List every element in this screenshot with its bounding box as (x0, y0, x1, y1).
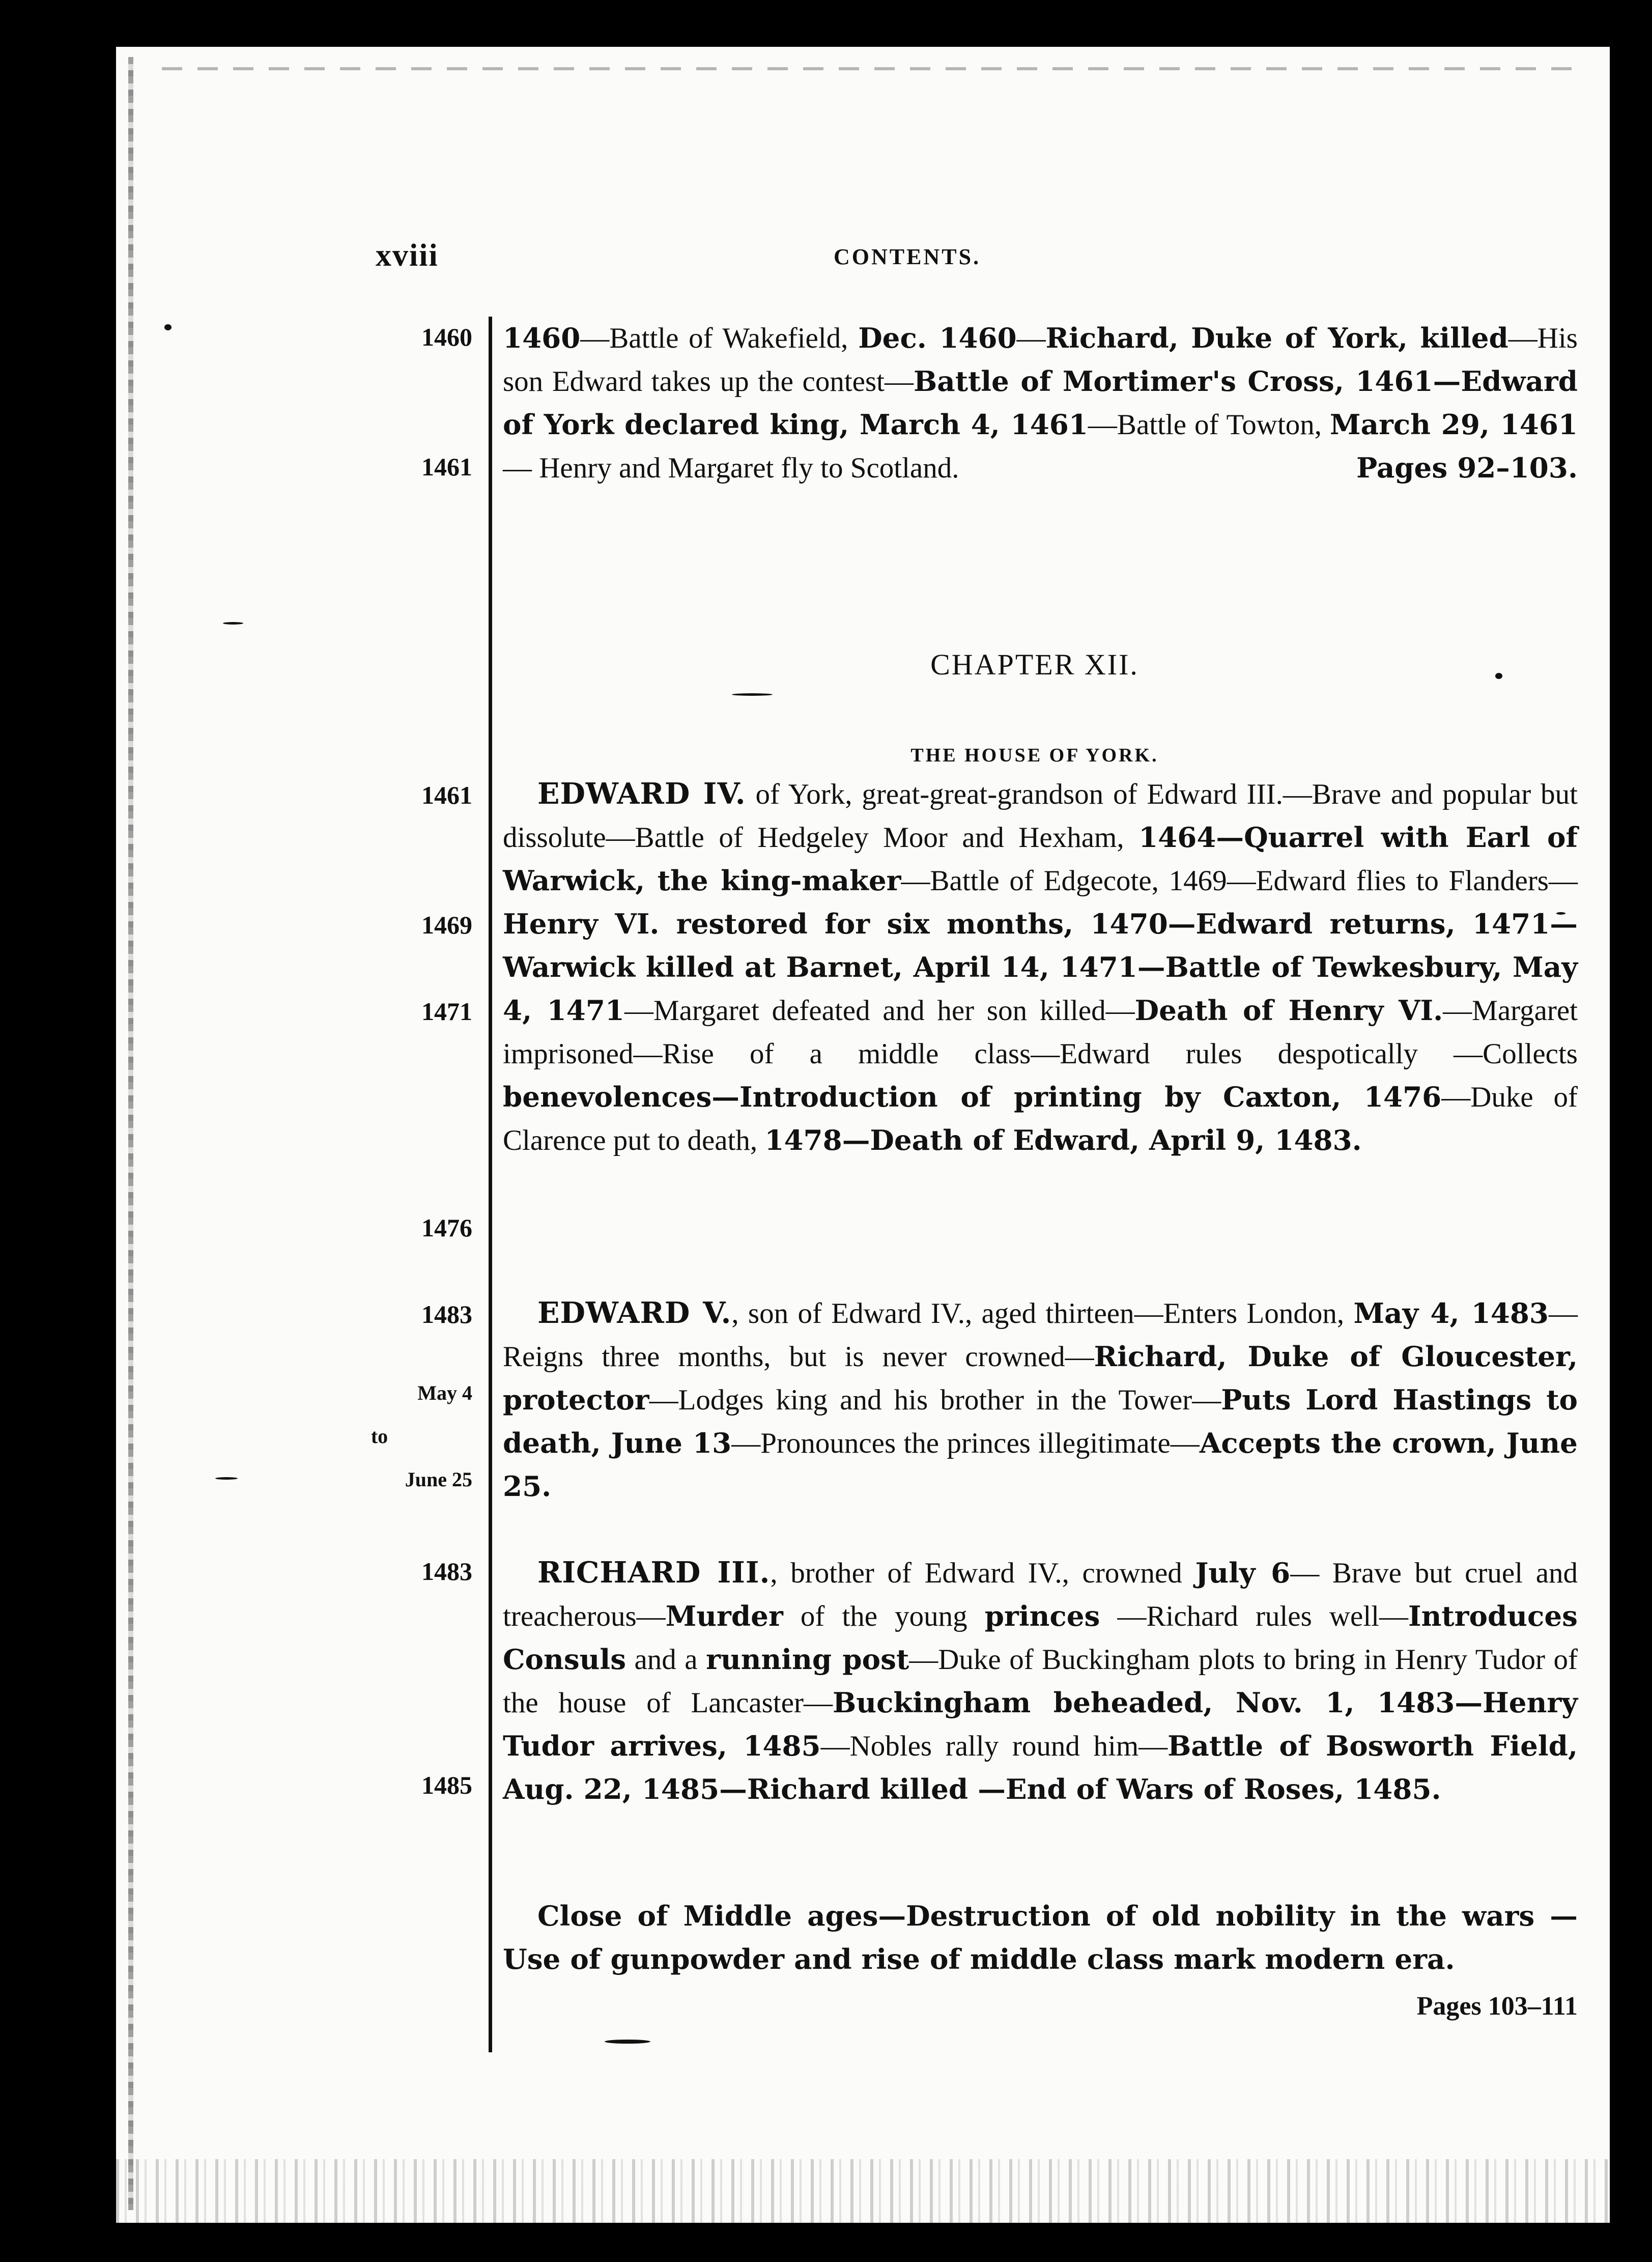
scan-edge-left (128, 57, 133, 2210)
bold-run: Murder (665, 1600, 783, 1632)
bold-run: benevolences—Introduction of printing by Caxton, 1476 (503, 1081, 1442, 1113)
text-run: of York, great-great-grandson of Edward III.—Brave and popular but dissolute—Battle of Hedgeley Moor and Hexham, (503, 778, 1578, 854)
margin-rule (489, 317, 492, 2052)
entry-edward-v (503, 1291, 1578, 1508)
bold-run: Dec. 1460 (858, 322, 1017, 354)
text-run: —Battle of Edgecote, 1469—Edward flies to Flanders— (901, 865, 1578, 897)
margin-date: 1485 (421, 1771, 472, 1799)
text-run: , son of Edward IV., aged thirteen—Enters London, (731, 1297, 1354, 1330)
text-run: —Battle of Towton, (1088, 409, 1330, 441)
bold-run: Buckingham beheaded, Nov. 1, 1483—Henry Tudor arrives, 1485 (503, 1686, 1578, 1762)
chapter-heading: CHAPTER XII. (930, 648, 1139, 681)
bold-run: July 6 (1195, 1557, 1291, 1589)
text-run: —Duke of Buckingham plots to bring in Henry Tudor of the house of Lancaster— (503, 1644, 1578, 1719)
margin-date: June 25 (405, 1468, 472, 1491)
text-run: , brother of Edward IV., crowned (770, 1557, 1195, 1589)
speck (732, 693, 773, 696)
margin-date: May 4 (417, 1381, 472, 1404)
speck (223, 622, 243, 625)
reign-name: EDWARD V. (537, 1296, 732, 1330)
bold-run: Death of Henry VI. (1134, 994, 1443, 1027)
margin-date: 1461 (421, 453, 472, 481)
bold-run: Battle of Bosworth Field, Aug. 22, 1485—Richard killed —End of Wars of Roses, 1485. (503, 1730, 1578, 1805)
bold-run: Introduces Consuls (503, 1600, 1578, 1676)
entry-richard-iii (503, 1551, 1578, 1811)
bold-run: 1464—Quarrel with Earl of Warwick, the king-maker (503, 821, 1578, 897)
chapter-summary (503, 1895, 1578, 1981)
reign-name: EDWARD IV. (537, 777, 746, 811)
reign-name: RICHARD III. (537, 1556, 771, 1590)
bold-run: Richard, Duke of Gloucester, protector (503, 1340, 1578, 1416)
bold-run: 1478—Death of Edward, April 9, 1483. (764, 1124, 1362, 1156)
bold-run: running post (706, 1643, 909, 1676)
entry-edward-iv (503, 772, 1578, 1162)
page-range: Pages 92–103. (1356, 451, 1578, 484)
text-run: — Henry and Margaret fly to Scotland. (503, 452, 959, 484)
margin-date: 1471 (421, 997, 472, 1026)
text-run: of the young (783, 1600, 985, 1632)
bold-run: May 4, 1483 (1353, 1297, 1549, 1330)
bold-run: Battle of Mortimer's Cross, 1461—Edward of York declared king, March 4, 1461 (503, 365, 1578, 441)
book-page (116, 47, 1610, 2223)
margin-date: 1483 (421, 1557, 472, 1586)
margin-date: 1476 (421, 1213, 472, 1242)
text-run: — (1016, 322, 1046, 354)
scan-edge-bottom (116, 2159, 1610, 2223)
text-run: —Reigns three months, but is never crowned— (503, 1297, 1578, 1373)
text-run: —His son Edward takes up the contest— (503, 322, 1578, 398)
text-run: —Margaret imprisoned—Rise of a middle class—Edward rules despotically —Collects (503, 995, 1578, 1070)
margin-date: 1469 (421, 911, 472, 939)
margin-date: 1483 (421, 1300, 472, 1328)
margin-date: 1461 (421, 781, 472, 809)
bold-run: March 29, 1461 (1330, 408, 1578, 441)
page-number: xviii (376, 238, 439, 273)
chapter-subtitle: THE HOUSE OF YORK. (910, 745, 1159, 766)
speck (164, 324, 172, 330)
text-run: —Nobles rally round him— (820, 1730, 1168, 1762)
speck (605, 2040, 650, 2044)
running-title: CONTENTS. (834, 244, 981, 269)
page-range: Pages 103–111 (1416, 1992, 1578, 2021)
bold-run: Close of Middle ages—Destruction of old nobility in the wars —Use of gunpowder and rise of middle class mark modern era. (503, 1900, 1578, 1975)
bold-run: Richard, Duke of York, killed (1045, 322, 1508, 354)
text-run: —Lodges king and his brother in the Tower— (649, 1384, 1221, 1416)
text-run: and a (626, 1644, 706, 1676)
scan-edge-top (162, 67, 1587, 70)
bold-run: Henry VI. restored for six months, 1470—Edward returns, 1471—Warwick killed at Barnet, April 14, 1471—Battle of Tewkesbury, May 4, 1471 (503, 908, 1578, 1027)
text-run: —Battle of Wakefield, (580, 322, 859, 354)
bold-run: 1460 (503, 322, 581, 354)
speck (215, 1477, 238, 1480)
running-head (116, 238, 1610, 284)
margin-date: 1460 (421, 323, 472, 351)
bold-run: princes (984, 1600, 1100, 1632)
bold-run: Puts Lord Hastings to death, June 13 (503, 1383, 1578, 1459)
text-run: —Richard rules well— (1100, 1600, 1409, 1632)
text-run: — Brave but cruel and treacherous— (503, 1557, 1578, 1632)
text-run: —Duke of Clarence put to death, (503, 1081, 1578, 1156)
margin-date: to (371, 1425, 388, 1448)
prev-section-entry (503, 317, 1578, 490)
bold-run: Accepts the crown, June 25. (503, 1427, 1578, 1503)
text-run: —Margaret defeated and her son killed— (624, 995, 1135, 1027)
text-run: —Pronounces the princes illegitimate— (731, 1427, 1200, 1459)
